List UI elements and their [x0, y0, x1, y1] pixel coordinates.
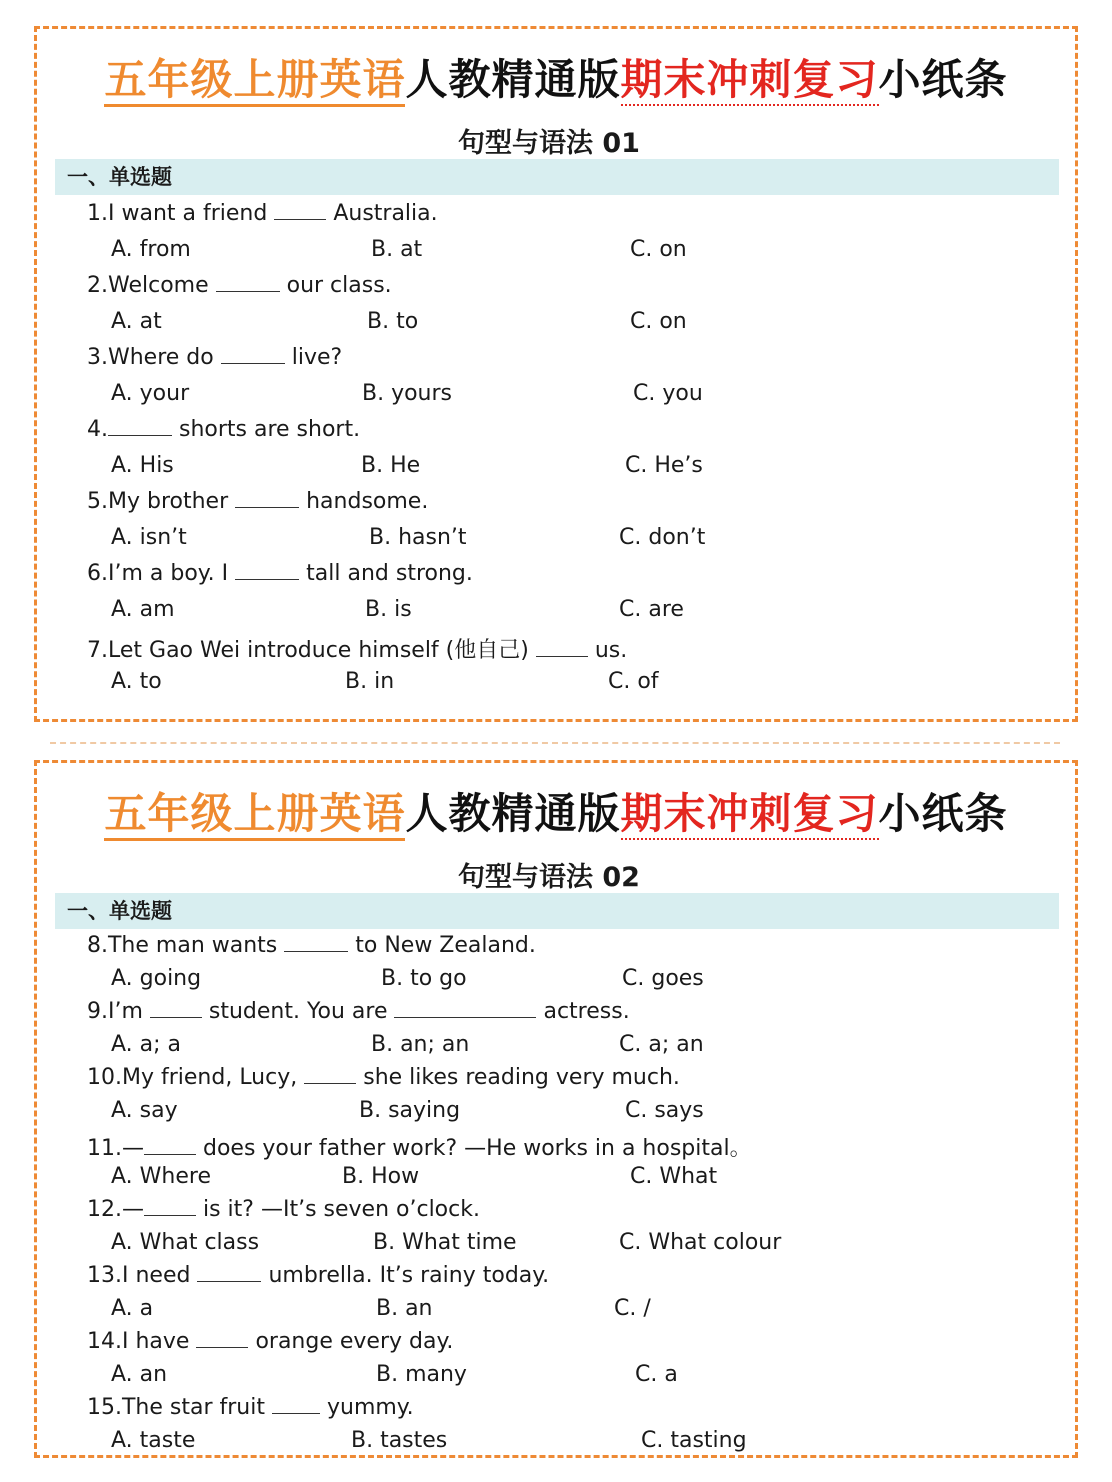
option-b: B. is: [365, 597, 412, 622]
question-14: 14.I have orange every day.: [87, 1329, 454, 1354]
answer-blank: [150, 999, 202, 1018]
question-9: 9.I’m student. You are actress.: [87, 999, 630, 1024]
option-c: C. on: [630, 309, 687, 334]
answer-blank: [144, 1197, 196, 1216]
option-a: A. from: [111, 237, 191, 262]
answer-blank: [394, 999, 536, 1018]
answer-blank: [216, 273, 280, 292]
option-a: A. at: [111, 309, 162, 334]
option-b: B. an: [376, 1296, 433, 1321]
option-c: C. says: [625, 1098, 704, 1123]
answer-blank: [196, 1329, 248, 1348]
subtitle-text: 句型与语法 02: [458, 862, 654, 897]
answer-blank: [235, 561, 299, 580]
answer-blank: [274, 201, 326, 220]
option-b: B. He: [361, 453, 421, 478]
question-7: 7.Let Gao Wei introduce himself (他自己) us.: [87, 638, 628, 663]
option-c: C. on: [630, 237, 687, 262]
option-a: A. isn’t: [111, 525, 187, 550]
option-c: C. don’t: [619, 525, 706, 550]
answer-blank: [304, 1065, 356, 1084]
option-c: C. He’s: [625, 453, 703, 478]
page-divider: [50, 742, 1060, 744]
option-a: A. His: [111, 453, 174, 478]
option-c: C. a; an: [619, 1032, 704, 1057]
option-a: A. a; a: [111, 1032, 182, 1057]
title-note: 小纸条: [878, 789, 1008, 838]
option-b: B. to go: [381, 966, 467, 991]
option-a: A. am: [111, 597, 175, 622]
question-1: 1.I want a friend Australia.: [87, 201, 438, 226]
title-review: 期末冲刺复习: [620, 789, 879, 838]
option-b: B. in: [345, 669, 395, 694]
question-13: 13.I need umbrella. It’s rainy today.: [87, 1263, 550, 1288]
option-c: C. /: [614, 1296, 651, 1321]
question-6: 6.I’m a boy. I tall and strong.: [87, 561, 473, 586]
question-2: 2.Welcome our class.: [87, 273, 392, 298]
option-b: B. What time: [373, 1230, 517, 1255]
question-3: 3.Where do live?: [87, 345, 343, 370]
option-b: B. hasn’t: [369, 525, 467, 550]
option-a: A. going: [111, 966, 202, 991]
section-heading: 一、单选题: [55, 159, 1059, 195]
title-edition: 人教精通版: [405, 55, 621, 104]
title-note: 小纸条: [878, 55, 1008, 104]
answer-blank: [221, 345, 285, 364]
option-c: C. are: [619, 597, 684, 622]
option-c: C. you: [633, 381, 703, 406]
option-c: C. What: [630, 1164, 718, 1189]
option-b: B. to: [367, 309, 419, 334]
option-a: A. Where: [111, 1164, 211, 1189]
option-b: B. saying: [359, 1098, 461, 1123]
option-a: A. What class: [111, 1230, 260, 1255]
card-title: [37, 781, 1075, 841]
exam-card-02: [34, 760, 1078, 1458]
option-b: B. yours: [362, 381, 453, 406]
card-subtitle: [37, 121, 1075, 160]
card-title: [37, 47, 1075, 107]
option-a: A. to: [111, 669, 162, 694]
answer-blank: [536, 638, 588, 657]
question-15: 15.The star fruit yummy.: [87, 1395, 414, 1420]
option-b: B. tastes: [351, 1428, 448, 1453]
answer-blank: [272, 1395, 320, 1414]
exam-card-01: [34, 26, 1078, 722]
title-edition: 人教精通版: [405, 789, 621, 838]
option-c: C. a: [635, 1362, 678, 1387]
title-grade: 五年级上册英语: [104, 55, 405, 107]
question-10: 10.My friend, Lucy, she likes reading very much.: [87, 1065, 680, 1090]
option-b: B. How: [342, 1164, 420, 1189]
question-12: 12.— is it? —It’s seven o’clock.: [87, 1197, 480, 1222]
answer-blank: [144, 1136, 196, 1155]
option-c: C. of: [608, 669, 659, 694]
option-b: B. at: [371, 237, 423, 262]
title-review: 期末冲刺复习: [620, 55, 879, 104]
answer-blank: [284, 933, 348, 952]
option-c: C. tasting: [641, 1428, 747, 1453]
option-a: A. say: [111, 1098, 178, 1123]
option-b: B. many: [376, 1362, 467, 1387]
question-8: 8.The man wants to New Zealand.: [87, 933, 536, 958]
title-grade: 五年级上册英语: [104, 789, 405, 841]
question-5: 5.My brother handsome.: [87, 489, 429, 514]
option-c: C. What colour: [619, 1230, 782, 1255]
question-4: 4. shorts are short.: [87, 417, 361, 442]
option-b: B. an; an: [371, 1032, 470, 1057]
answer-blank: [108, 417, 172, 436]
answer-blank: [235, 489, 299, 508]
subtitle-text: 句型与语法 01: [458, 128, 654, 163]
option-a: A. an: [111, 1362, 168, 1387]
option-a: A. taste: [111, 1428, 196, 1453]
question-11: 11.— does your father work? —He works in a hospital。: [87, 1136, 752, 1161]
section-heading: 一、单选题: [55, 893, 1059, 929]
option-c: C. goes: [622, 966, 704, 991]
card-subtitle: [37, 855, 1075, 894]
option-a: A. a: [111, 1296, 154, 1321]
option-a: A. your: [111, 381, 190, 406]
answer-blank: [197, 1263, 261, 1282]
